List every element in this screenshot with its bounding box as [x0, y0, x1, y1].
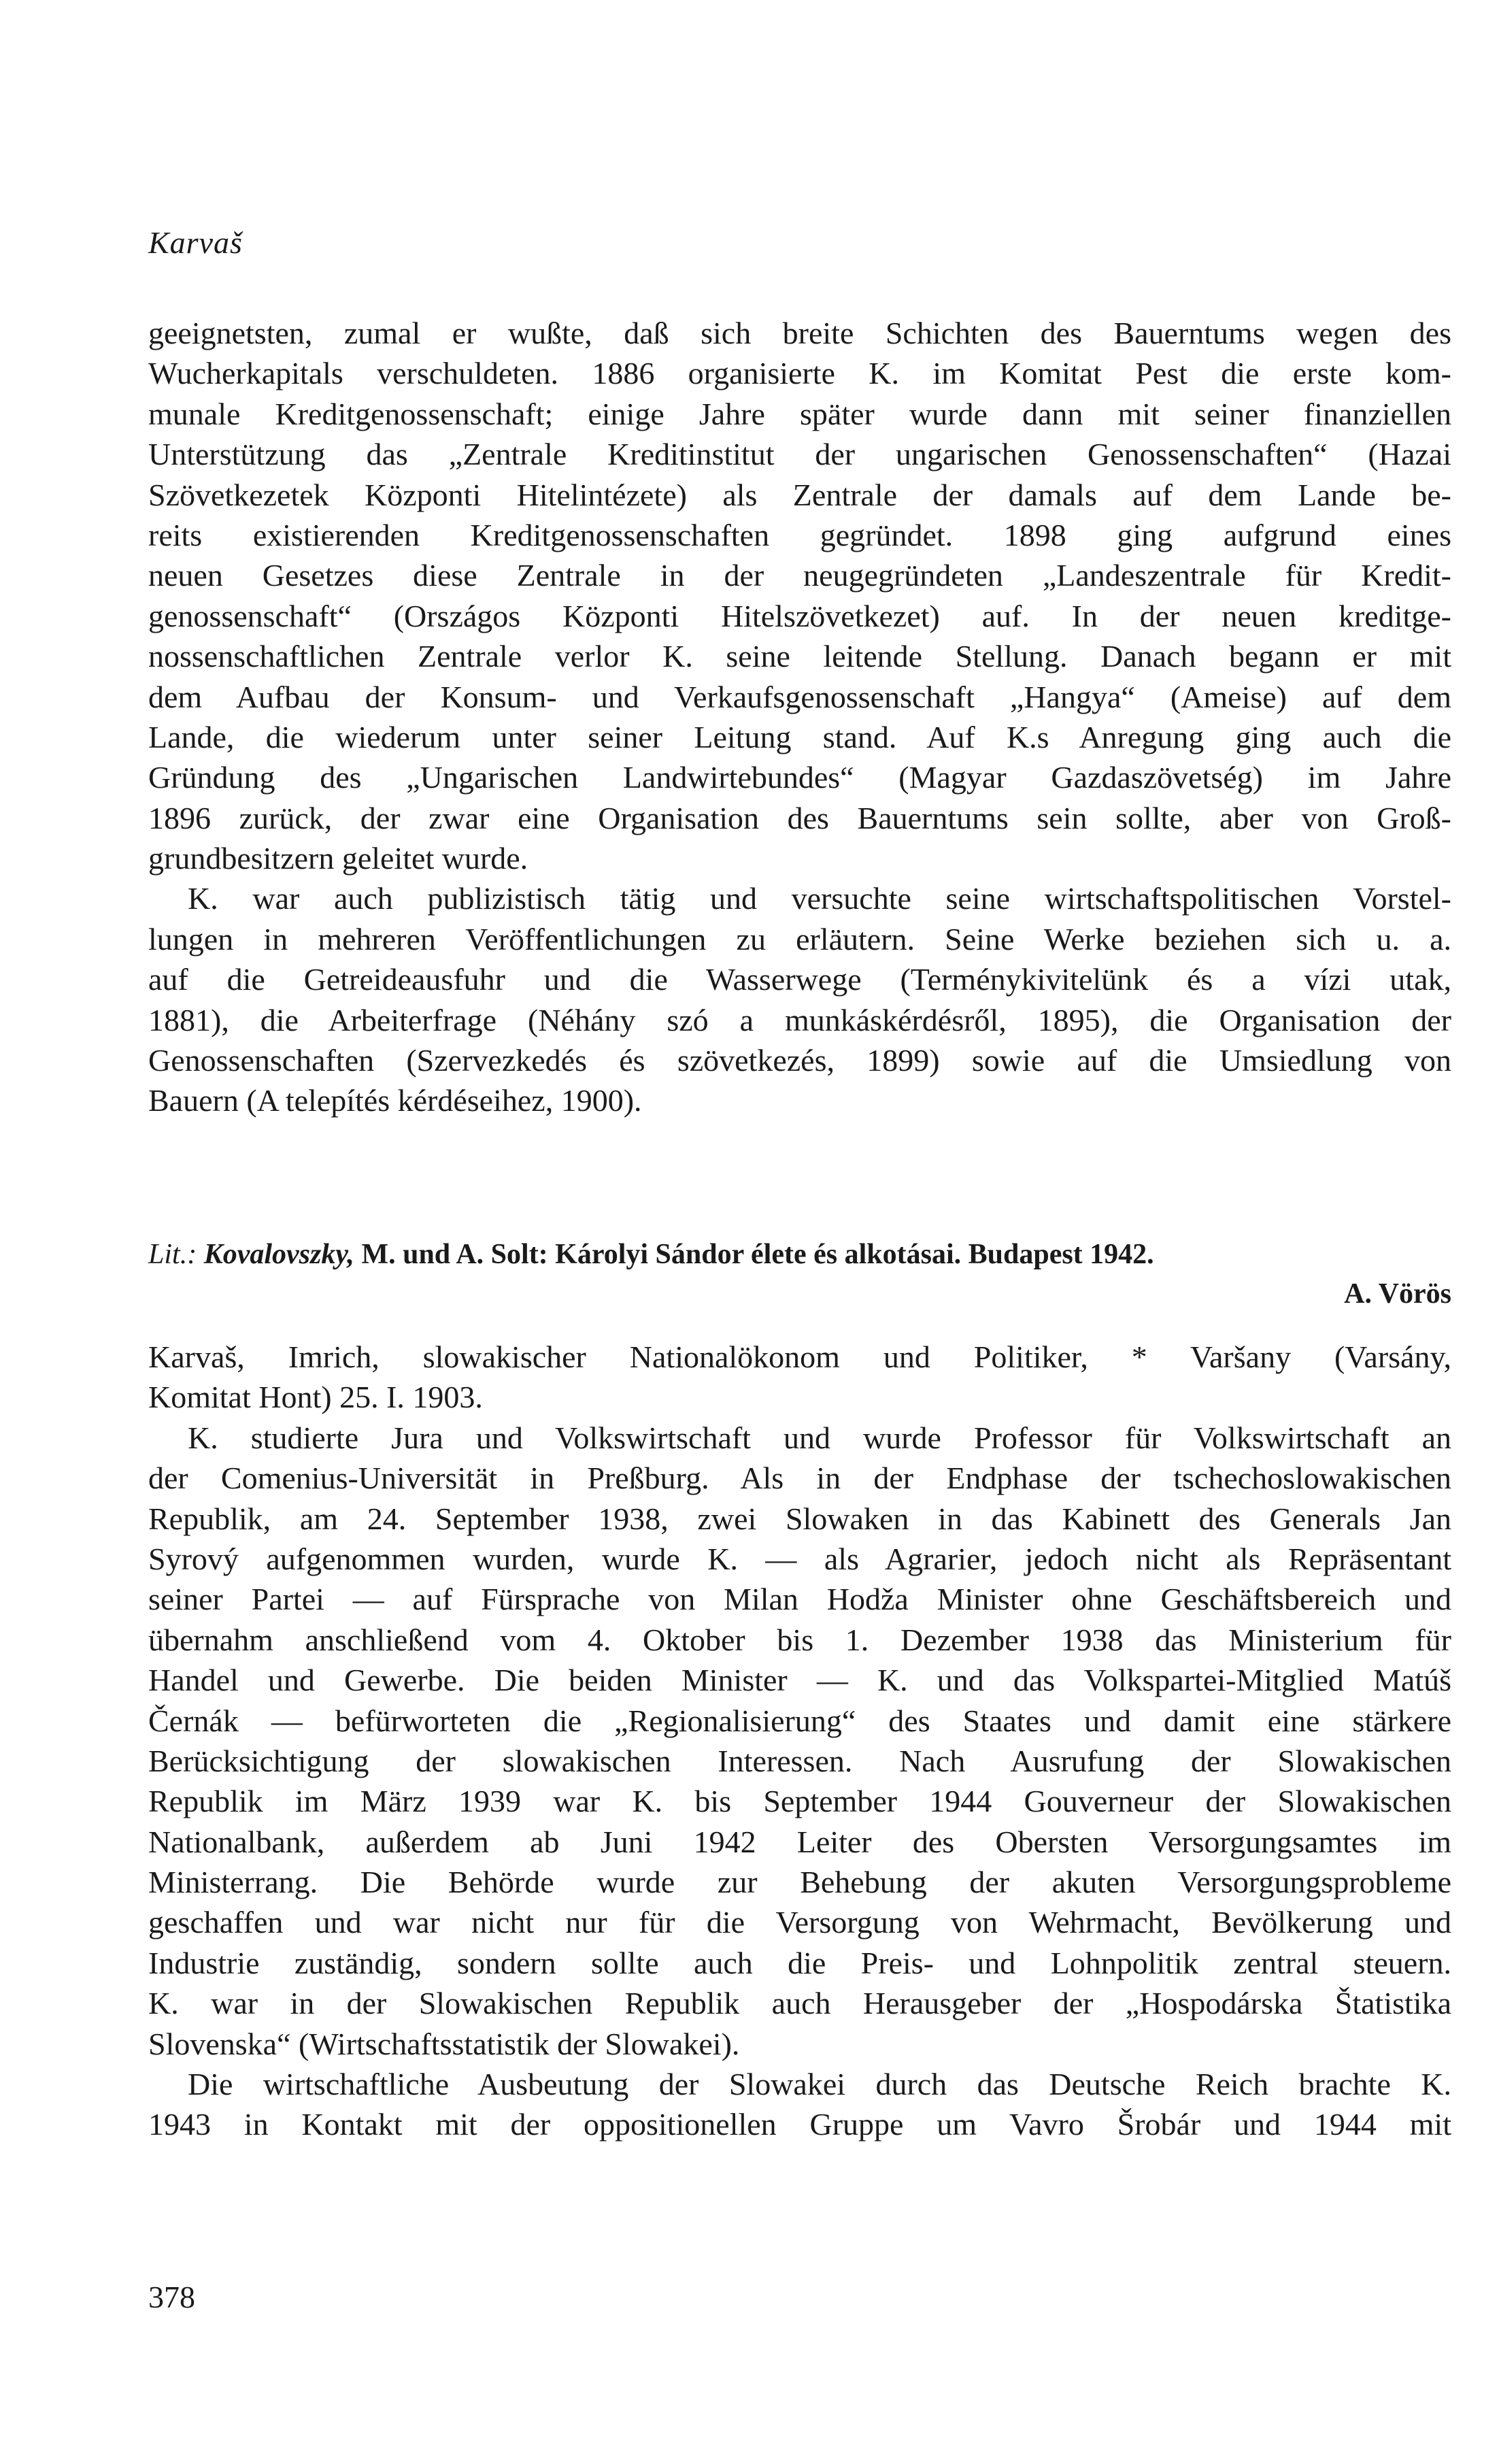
text-line: dem Aufbau der Konsum- und Verkaufsgenossenschaft „Hangya“ (Ameise) auf dem — [148, 679, 1451, 714]
text-line: reits existierenden Kreditgenossenschaften gegründet. 1898 ging aufgrund eines — [148, 517, 1451, 552]
text-line: übernahm anschließend vom 4. Oktober bis 1. Dezember 1938 das Ministerium für — [148, 1622, 1451, 1657]
text-line: grundbesitzern geleitet wurde. — [148, 841, 528, 876]
text-line: genossenschaft“ (Országos Központi Hitelszövetkezet) auf. In der neuen kreditge- — [148, 598, 1451, 633]
entry-heading — [148, 1337, 1451, 1418]
lit-citation: M. und A. Solt: Károlyi Sándor élete és alkotásai. Budapest 1942. — [354, 1239, 1154, 1270]
text-line: Bauern (A telepítés kérdéseihez, 1900). — [148, 1083, 642, 1118]
text-line: Die wirtschaftliche Ausbeutung der Slowakei durch das Deutsche Reich brachte K. — [188, 2067, 1451, 2102]
text-line: Karvaš, Imrich, slowakischer Nationalökonom und Politiker, * Varšany (Varsány, — [148, 1339, 1451, 1374]
text-line: 1943 in Kontakt mit der oppositionellen Gruppe um Vavro Šrobár und 1944 mit — [148, 2107, 1451, 2142]
text-line: Gründung des „Ungarischen Landwirtebundes“ (Magyar Gazdaszövetség) im Jahre — [148, 760, 1451, 795]
text-line: Republik im März 1939 war K. bis September 1944 Gouverneur der Slowakischen — [148, 1784, 1451, 1819]
text-line: Genossenschaften (Szervezkedés és szövetkezés, 1899) sowie auf die Umsiedlung von — [148, 1043, 1451, 1078]
paragraph-2 — [148, 878, 1451, 1120]
article-karvas — [148, 1337, 1451, 2145]
text-line: Černák — befürworteten die „Regionalisierung“ des Staates und damit eine stärkere — [148, 1703, 1451, 1738]
literature-line — [148, 1235, 1451, 1274]
text-line: munale Kreditgenossenschaft; einige Jahre später wurde dann mit seiner finanziellen — [148, 396, 1451, 431]
text-line: Berücksichtigung der slowakischen Interessen. Nach Ausrufung der Slowakischen — [148, 1743, 1451, 1778]
text-line: Republik, am 24. September 1938, zwei Slowaken in das Kabinett des Generals Jan — [148, 1501, 1451, 1536]
text-line: Nationalbank, außerdem ab Juni 1942 Leiter des Obersten Versorgungsamtes im — [148, 1824, 1451, 1859]
text-line: Szövetkezetek Központi Hitelintézete) als Zentrale der damals auf dem Lande be- — [148, 477, 1451, 512]
text-line: Slovenska“ (Wirtschaftsstatistik der Slowakei). — [148, 2026, 740, 2061]
text-line: Handel und Gewerbe. Die beiden Minister — K. und das Volkspartei-Mitglied Matúš — [148, 1663, 1451, 1698]
text-line: nossenschaftlichen Zentrale verlor K. seine leitende Stellung. Danach begann er mit — [148, 639, 1451, 674]
text-line: 1881), die Arbeiterfrage (Néhány szó a munkáskérdésről, 1895), die Organisation der — [148, 1002, 1451, 1037]
paragraph-3 — [148, 1418, 1451, 2064]
running-head: Karvaš — [148, 225, 243, 260]
text-line: geschaffen und war nicht nur für die Versorgung von Wehrmacht, Bevölkerung und — [148, 1905, 1451, 1940]
text-line: Wucherkapitals verschuldeten. 1886 organisierte K. im Komitat Pest die erste kom- — [148, 356, 1451, 391]
paragraph-1 — [148, 313, 1451, 878]
text-line: K. war auch publizistisch tätig und versuchte seine wirtschaftspolitischen Vorstel- — [188, 881, 1451, 916]
text-line: Industrie zuständig, sondern sollte auch die Preis- und Lohnpolitik zentral steuern. — [148, 1945, 1451, 1980]
text-line: auf die Getreideausfuhr und die Wasserwege (Terménykivitelünk és a vízi utak, — [148, 962, 1451, 997]
text-line: seiner Partei — auf Fürsprache von Milan Hodža Minister ohne Geschäftsbereich und — [148, 1582, 1451, 1617]
lit-author: Kovalovszky, — [203, 1239, 354, 1270]
text-line: K. studierte Jura und Volkswirtschaft und wurde Professor für Volkswirtschaft an — [188, 1420, 1451, 1455]
text-line: Syrový aufgenommen wurden, wurde K. — als Agrarier, jedoch nicht als Repräsentant — [148, 1541, 1451, 1576]
text-line: neuen Gesetzes diese Zentrale in der neugegründeten „Landeszentrale für Kredit- — [148, 558, 1451, 593]
author-signature: A. Vörös — [1344, 1278, 1451, 1310]
article-karolyi-continuation — [148, 313, 1451, 1121]
text-line: der Comenius-Universität in Preßburg. Als in der Endphase der tschechoslowakischen — [148, 1461, 1451, 1496]
literature-reference — [148, 1235, 1451, 1314]
text-line: Ministerrang. Die Behörde wurde zur Behebung der akuten Versorgungsprobleme — [148, 1865, 1451, 1900]
lit-label: Lit.: — [148, 1239, 197, 1270]
text-line: Unterstützung das „Zentrale Kreditinstitut der ungarischen Genossenschaften“ (Hazai — [148, 437, 1451, 472]
text-line: 1896 zurück, der zwar eine Organisation des Bauerntums sein sollte, aber von Groß- — [148, 800, 1451, 835]
paragraph-4 — [148, 2064, 1451, 2145]
page-number: 378 — [148, 2280, 195, 2314]
text-line: lungen in mehreren Veröffentlichungen zu erläutern. Seine Werke beziehen sich u. a. — [148, 921, 1451, 956]
text-line: Komitat Hont) 25. I. 1903. — [148, 1380, 483, 1415]
text-line: K. war in der Slowakischen Republik auch Herausgeber der „Hospodárska Štatistika — [148, 1986, 1451, 2021]
text-line: geeignetsten, zumal er wußte, daß sich breite Schichten des Bauerntums wegen des — [148, 316, 1451, 350]
text-line: Lande, die wiederum unter seiner Leitung stand. Auf K.s Anregung ging auch die — [148, 719, 1451, 754]
